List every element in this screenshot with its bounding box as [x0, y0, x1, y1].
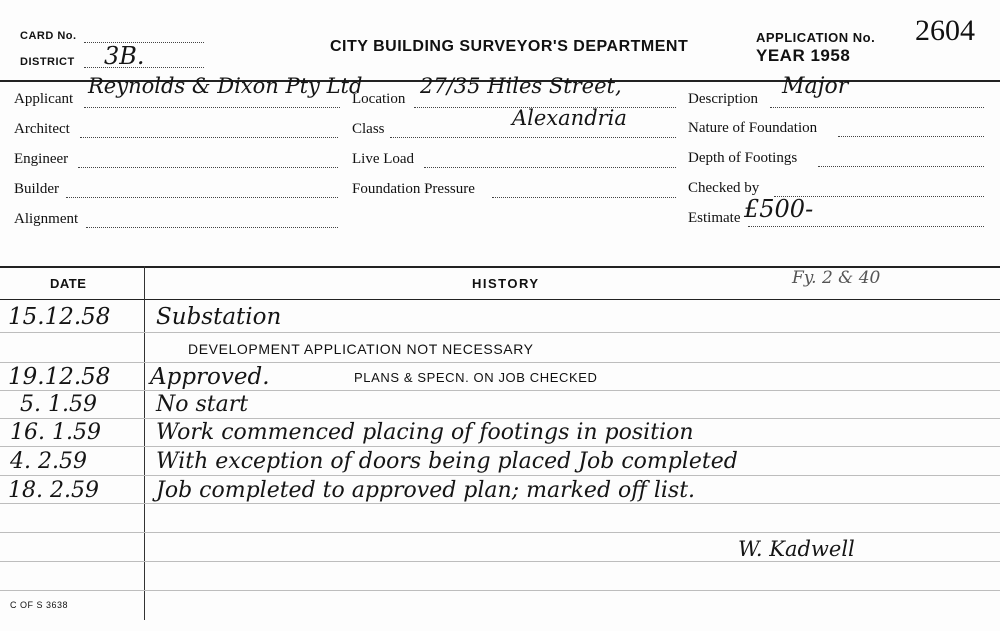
depth-line: [818, 166, 984, 167]
entry-date: 19.12.58: [8, 364, 111, 390]
description-label: Description: [688, 91, 758, 107]
entry-typed-note: DEVELOPMENT APPLICATION NOT NECESSARY: [188, 341, 534, 357]
alignment-label: Alignment: [14, 211, 79, 227]
class-line: [390, 137, 676, 138]
estimate-line: [748, 226, 984, 227]
ruled-line: [0, 390, 1000, 391]
live-load-line: [424, 167, 676, 168]
engineer-label: Engineer: [14, 151, 69, 167]
ruled-line: [0, 561, 1000, 562]
application-number: 2604: [915, 14, 975, 47]
entry-text: Substation: [156, 304, 282, 330]
entry-text: With exception of doors being placed Job completed: [156, 449, 738, 474]
applicant-value: Reynolds & Dixon Pty Ltd: [88, 74, 363, 98]
ruled-line: [0, 475, 1000, 476]
entry-text: Approved.: [150, 364, 270, 390]
date-column-header: DATE: [50, 276, 87, 291]
alignment-line: [86, 227, 338, 228]
entry-date: 4. 2.59: [10, 449, 87, 474]
entry-text: Job completed to approved plan; marked off list.: [156, 478, 696, 503]
year-label: YEAR 1958: [756, 46, 851, 65]
ruled-line: [0, 332, 1000, 333]
entry-date: 15.12.58: [8, 304, 111, 330]
ruled-line: [0, 532, 1000, 533]
card-no-label: CARD No.: [20, 30, 77, 42]
ruled-line: [0, 590, 1000, 591]
applicant-label: Applicant: [14, 91, 74, 107]
location-value: 27/35 Hiles Street,: [420, 74, 622, 98]
foundation-pressure-line: [492, 197, 676, 198]
live-load-label: Live Load: [352, 151, 415, 167]
application-no-label: APPLICATION No.: [756, 30, 876, 45]
history-header-divider: [0, 299, 1000, 300]
ruled-line: [0, 446, 1000, 447]
location-label: Location: [352, 91, 406, 107]
inspector-signature: W. Kadwell: [738, 537, 855, 561]
entry-typed-stamp: PLANS & SPECN. ON JOB CHECKED: [354, 370, 598, 385]
architect-line: [80, 137, 338, 138]
depth-of-footings-label: Depth of Footings: [688, 150, 798, 166]
department-title: CITY BUILDING SURVEYOR'S DEPARTMENT: [330, 38, 689, 55]
entry-text: Work commenced placing of footings in position: [156, 420, 694, 445]
history-column-header: HISTORY: [472, 276, 540, 291]
ruled-line: [0, 418, 1000, 419]
estimate-label: Estimate: [688, 210, 741, 226]
entry-date: 16. 1.59: [10, 420, 101, 445]
description-value: Major: [782, 74, 849, 99]
entry-date: 18. 2.59: [8, 478, 99, 503]
nature-line: [838, 136, 984, 137]
form-code: C OF S 3638: [10, 600, 69, 610]
district-label: DISTRICT: [20, 56, 75, 68]
nature-of-foundation-label: Nature of Foundation: [688, 120, 818, 136]
ruled-line: [0, 503, 1000, 504]
entry-date: 5. 1.59: [20, 392, 97, 417]
architect-label: Architect: [14, 121, 70, 137]
entry-text: No start: [156, 392, 249, 417]
ruled-line: [0, 362, 1000, 363]
history-margin-note: Fy. 2 & 40: [792, 268, 881, 288]
engineer-line: [78, 167, 338, 168]
applicant-line: [84, 107, 340, 108]
district-value: 3B.: [104, 42, 145, 70]
suburb-value: Alexandria: [512, 106, 627, 130]
checked-by-label: Checked by: [688, 180, 760, 196]
class-label: Class: [352, 121, 385, 137]
builder-line: [66, 197, 338, 198]
foundation-pressure-label: Foundation Pressure: [352, 181, 475, 197]
description-line: [770, 107, 984, 108]
builder-label: Builder: [14, 181, 59, 197]
estimate-value: £500-: [744, 195, 814, 223]
date-column-divider: [144, 266, 145, 620]
